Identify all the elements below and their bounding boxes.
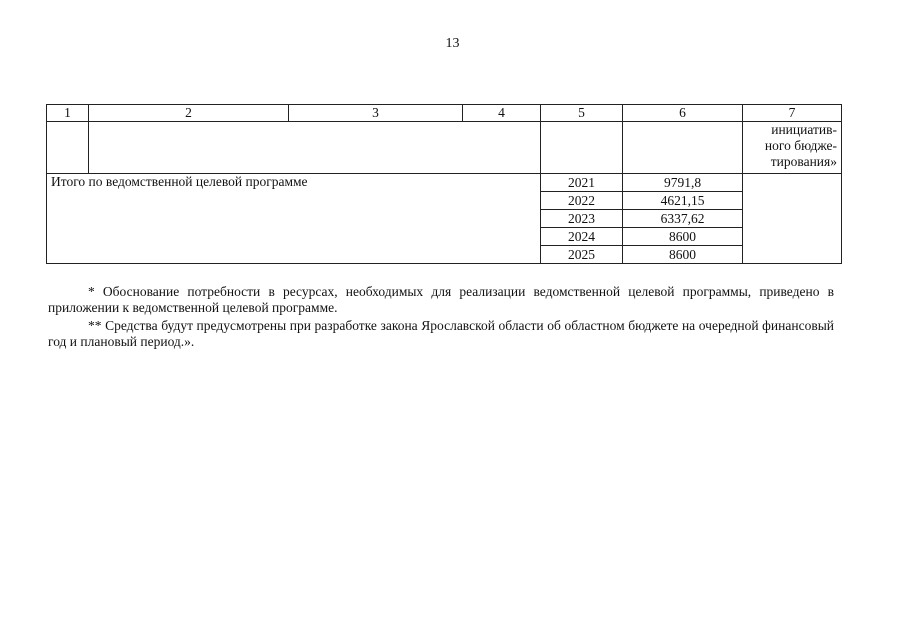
table-row [47,174,842,192]
col7-note-line: инициатив- [771,122,837,137]
col-header-6: 6 [623,105,743,122]
continuation-row [47,122,842,174]
program-funding-table [46,104,842,264]
page-number: 13 [445,36,460,51]
footnote: ** Средства будут предусмотрены при разработке закона Ярославской области об областном бюджете на очередной финансовый год и плановый период.». [48,318,834,349]
value-cell: 6337,62 [623,210,743,228]
col-header-1: 1 [47,105,89,122]
col7-note [743,122,842,174]
col7-note-line: тирования» [770,154,837,169]
value-cell: 4621,15 [623,192,743,210]
col-header-2: 2 [89,105,289,122]
cell-empty [89,122,541,174]
col-header-7: 7 [743,105,842,122]
cell-empty [47,122,89,174]
column-number-row [47,105,842,122]
cell-empty [743,174,842,264]
value-cell: 8600 [623,246,743,264]
col-header-4: 4 [463,105,541,122]
year-cell: 2022 [541,192,623,210]
col-header-5: 5 [541,105,623,122]
year-cell: 2023 [541,210,623,228]
col7-note-line: ного бюдже- [764,138,837,153]
cell-empty [541,122,623,174]
year-cell: 2024 [541,228,623,246]
year-cell: 2021 [541,174,623,192]
total-label: Итого по ведомственной целевой программе [47,174,541,264]
footnote: * Обоснование потребности в ресурсах, необходимых для реализации ведомственной целевой программы, приведено в приложении к ведомственной целевой программе. [48,284,834,315]
value-cell: 8600 [623,228,743,246]
col-header-3: 3 [289,105,463,122]
value-cell: 9791,8 [623,174,743,192]
year-cell: 2025 [541,246,623,264]
cell-empty [623,122,743,174]
footnotes [48,284,834,352]
